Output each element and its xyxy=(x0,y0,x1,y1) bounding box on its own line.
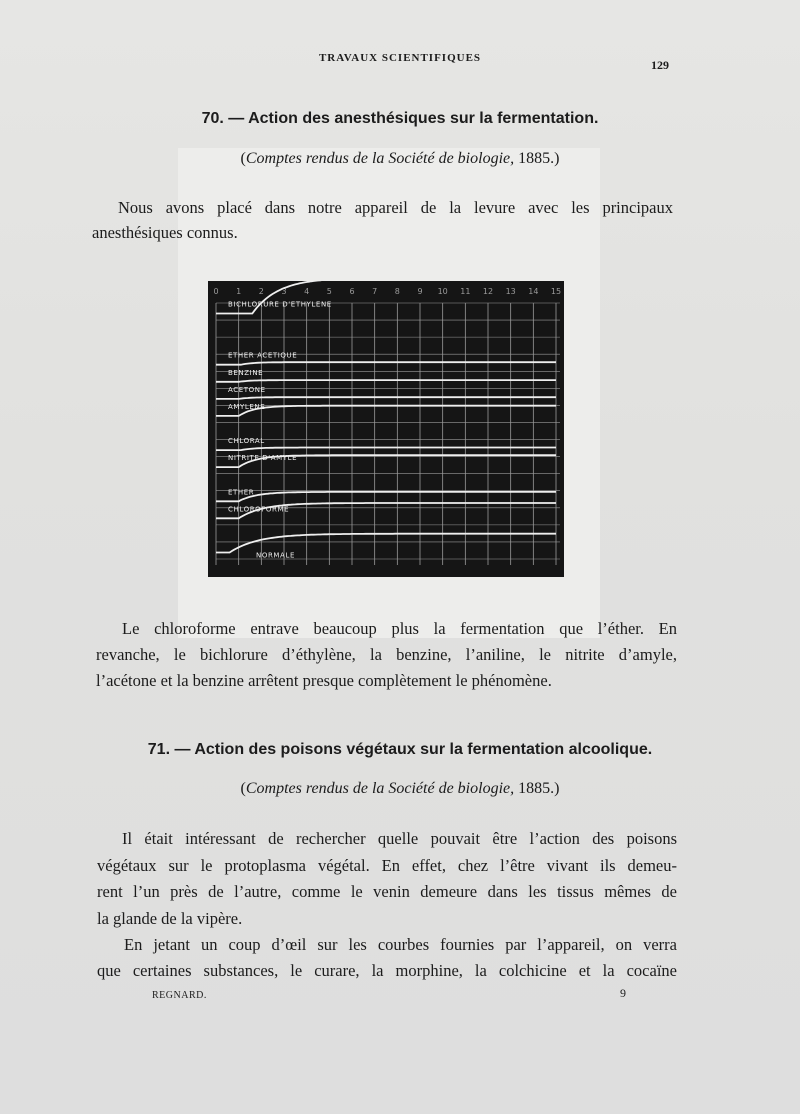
x-tick-label: 2 xyxy=(258,287,264,296)
x-tick-label: 13 xyxy=(505,287,516,296)
running-head: TRAVAUX SCIENTIFIQUES xyxy=(318,52,482,64)
series-label: NITRITE D'AMYLE xyxy=(228,454,298,463)
paragraph-line: revanche, le bichlorure d’éthylène, la benzine, l’aniline, le nitrite d’amyle, xyxy=(96,645,677,664)
paragraph-line: végétaux sur le protoplasma végétal. En effet, chez l’être vivant ils demeu- xyxy=(97,856,677,875)
paragraph-line: l’acétone et la benzine arrêtent presque complètement le phénomène. xyxy=(96,671,552,690)
x-tick-label: 14 xyxy=(528,287,539,296)
x-tick-label: 12 xyxy=(482,287,494,296)
x-tick-label: 4 xyxy=(304,287,310,296)
paragraph-line: Il était intéressant de rechercher quelle pouvait être l’action des poisons xyxy=(122,829,677,848)
series-label: AMYLENE xyxy=(228,402,266,411)
section-71-citation: (Comptes rendus de la Société de biologie, 1885.) xyxy=(240,780,560,797)
section-71-title: 71. — Action des poisons végétaux sur la fermentation alcoolique. xyxy=(147,741,653,758)
x-tick-label: 3 xyxy=(281,287,287,296)
series-label: ETHER xyxy=(228,488,255,497)
series-label: CHLORAL xyxy=(228,437,265,446)
series-label: NORMALE xyxy=(256,551,295,560)
paragraph-line: Le chloroforme entrave beaucoup plus la fermentation que l’éther. En xyxy=(122,619,677,638)
x-tick-label: 10 xyxy=(437,287,448,296)
page-number: 129 xyxy=(651,58,669,72)
series-label: ETHER ACETIQUE xyxy=(228,351,298,360)
x-tick-label: 11 xyxy=(460,287,471,296)
paragraph-line: la glande de la vipère. xyxy=(97,909,243,928)
x-tick-label: 15 xyxy=(550,287,562,296)
section-70-citation: (Comptes rendus de la Société de biologie, 1885.) xyxy=(240,150,560,167)
paragraph-line: que certaines substances, le curare, la morphine, la colchicine et la cocaïne xyxy=(97,961,677,980)
section-70-title: 70. — Action des anesthésiques sur la fermentation. xyxy=(201,110,599,127)
x-tick-label: 6 xyxy=(349,287,355,296)
x-tick-label: 5 xyxy=(326,287,332,296)
footer-signature: 9 xyxy=(620,986,626,1000)
series-label: ACETONE xyxy=(228,385,266,394)
series-label: BICHLORURE D'ETHYLENE xyxy=(228,300,332,309)
paragraph-line: rent l’un près de l’autre, comme le venin demeure dans les tissus mêmes de xyxy=(97,882,677,901)
paragraph-line: En jetant un coup d’œil sur les courbes fournies par l’appareil, on verra xyxy=(124,935,677,954)
series-label: BENZINE xyxy=(228,368,264,377)
x-tick-label: 8 xyxy=(394,287,400,296)
x-tick-label: 1 xyxy=(236,287,242,296)
x-tick-label: 7 xyxy=(372,287,378,296)
paragraph-line: Nous avons placé dans notre appareil de la levure avec les principaux xyxy=(118,198,673,217)
x-tick-label: 9 xyxy=(417,287,423,296)
x-tick-label: 0 xyxy=(213,287,219,296)
series-label: CHLOROFORME xyxy=(228,505,290,514)
paragraph-line: anesthésiques connus. xyxy=(92,223,238,242)
anesthetics-fermentation-chart xyxy=(208,281,564,577)
footer-author: REGNARD. xyxy=(152,990,207,1001)
